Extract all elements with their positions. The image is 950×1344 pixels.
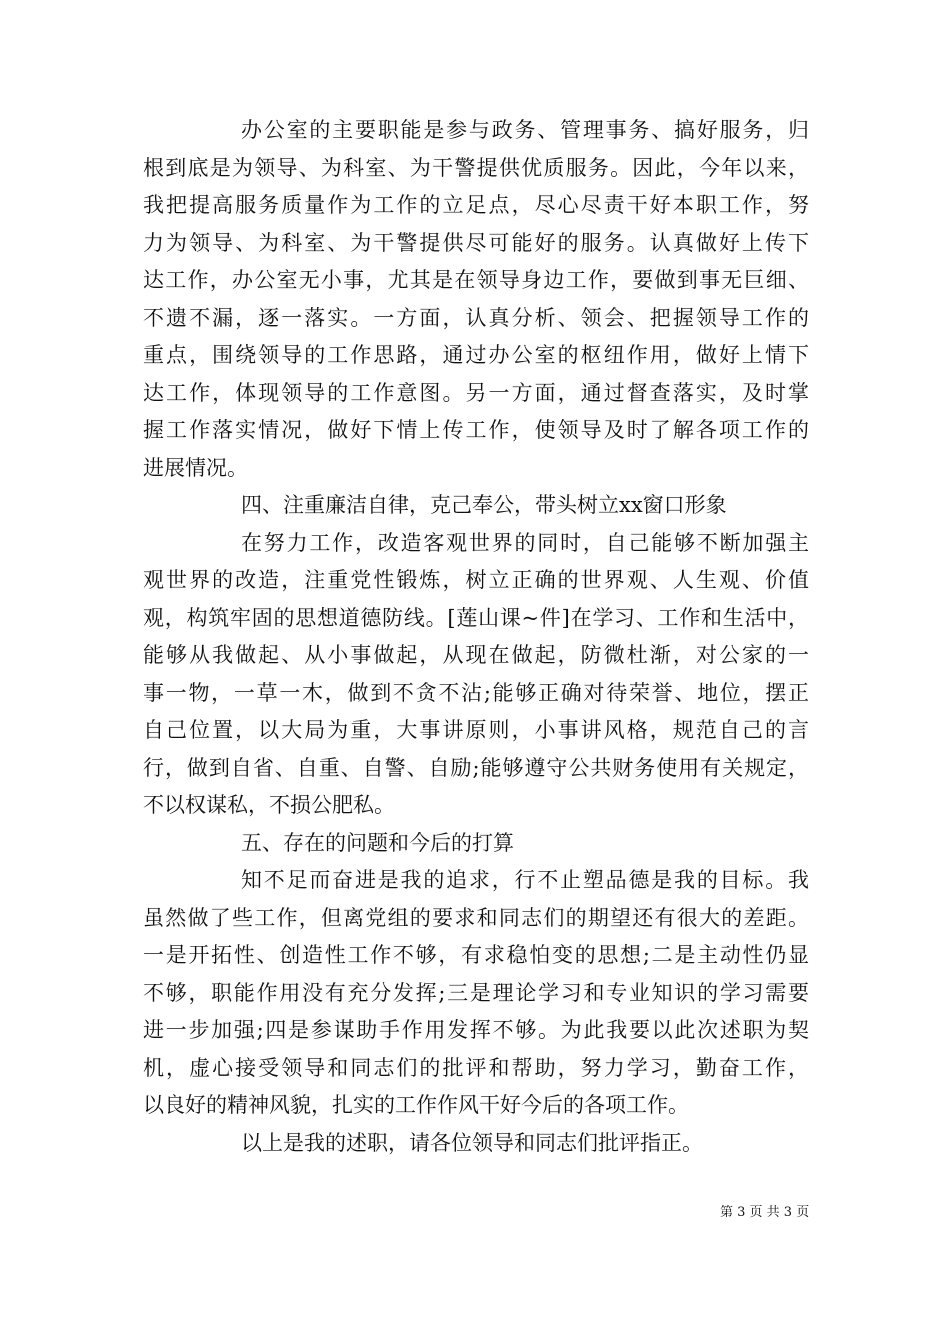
text-line: 在努力工作，改造客观世界的同时，自己能够不断加强主 — [241, 530, 809, 555]
text-line: 进一步加强;四是参谋助手作用发挥不够。为此我要以此次述职为契 — [143, 1018, 809, 1042]
text-line: 知不足而奋进是我的追求，行不止塑品德是我的目标。我 — [241, 868, 809, 892]
text-line: 达工作，体现领导的工作意图。另一方面，通过督查落实，及时掌 — [143, 380, 809, 405]
text-line: 能够从我做起、从小事做起，从现在做起，防微杜渐，对公家的一 — [143, 643, 809, 667]
page-footer: 第 3 页 共 3 页 — [720, 1205, 810, 1220]
text-line: 观，构筑牢固的思想道德防线。[莲山课~件]在学习、工作和生活中， — [143, 605, 809, 630]
text-line: 以上是我的述职，请各位领导和同志们批评指正。 — [241, 1130, 703, 1155]
text-line: 不遗不漏，逐一落实。一方面，认真分析、领会、把握领导工作的 — [143, 305, 809, 330]
text-line: 重点，围绕领导的工作思路，通过办公室的枢纽作用，做好上情下 — [143, 343, 809, 367]
text-line: 握工作落实情况，做好下情上传工作，使领导及时了解各项工作的 — [143, 418, 809, 442]
text-line: 进展情况。 — [143, 455, 248, 480]
text-line: 虽然做了些工作，但离党组的要求和同志们的期望还有很大的差距。 — [143, 905, 809, 930]
text-line: 五、存在的问题和今后的打算 — [241, 830, 514, 855]
text-line: 行，做到自省、自重、自警、自励;能够遵守公共财务使用有关规定， — [143, 755, 809, 780]
text-line: 四、注重廉洁自律，克己奉公，带头树立xx窗口形象 — [241, 493, 727, 517]
text-line: 办公室的主要职能是参与政务、管理事务、搞好服务，归 — [241, 118, 809, 142]
text-line: 力为领导、为科室、为干警提供尽可能好的服务。认真做好上传下 — [143, 230, 809, 255]
document-body — [143, 112, 809, 1162]
text-line: 根到底是为领导、为科室、为干警提供优质服务。因此，今年以来， — [143, 155, 809, 180]
text-line: 以良好的精神风貌，扎实的工作作风干好今后的各项工作。 — [143, 1093, 689, 1117]
text-line: 事一物，一草一木，做到不贪不沾;能够正确对待荣誉、地位，摆正 — [143, 680, 809, 705]
text-line: 机，虚心接受领导和同志们的批评和帮助，努力学习，勤奋工作， — [143, 1055, 809, 1080]
text-line: 我把提高服务质量作为工作的立足点，尽心尽责干好本职工作，努 — [143, 193, 809, 217]
text-line: 不够，职能作用没有充分发挥;三是理论学习和专业知识的学习需要 — [143, 980, 809, 1005]
text-line: 一是开拓性、创造性工作不够，有求稳怕变的思想;二是主动性仍显 — [143, 943, 809, 967]
text-line: 达工作，办公室无小事，尤其是在领导身边工作，要做到事无巨细、 — [143, 268, 809, 292]
text-line: 自己位置，以大局为重，大事讲原则，小事讲风格，规范自己的言 — [143, 718, 809, 742]
text-line: 观世界的改造，注重党性锻炼，树立正确的世界观、人生观、价值 — [143, 568, 809, 592]
text-line: 不以权谋私，不损公肥私。 — [143, 793, 395, 817]
